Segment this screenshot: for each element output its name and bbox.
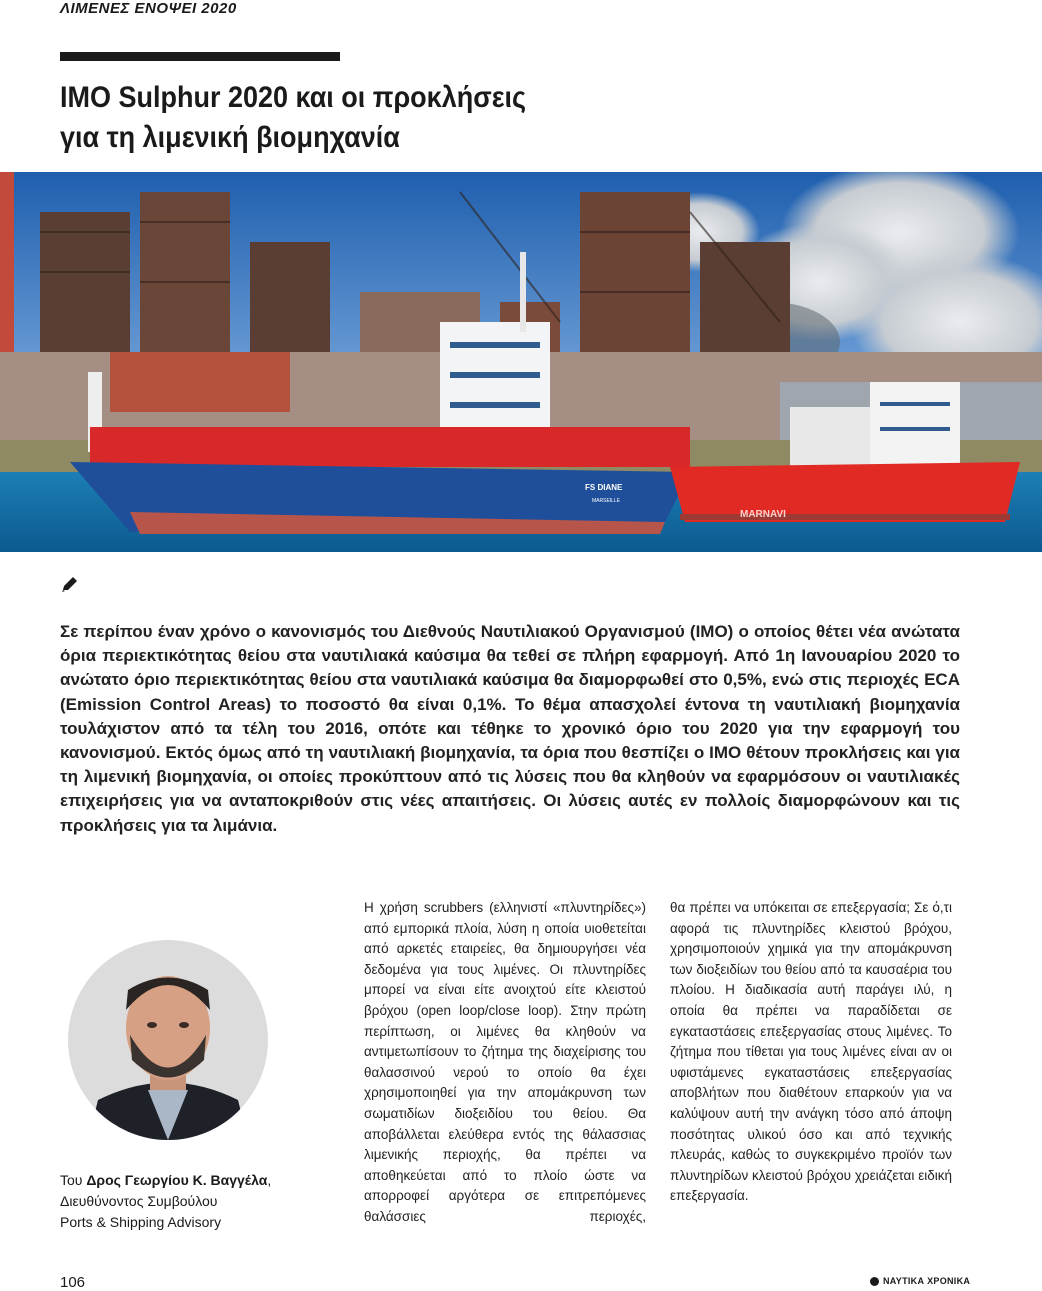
title-rule: [60, 52, 340, 61]
author-name: Δρος Γεωργίου Κ. Βαγγέλα: [86, 1172, 268, 1188]
page-number: 106: [60, 1274, 86, 1291]
ship-right-brand: MARNAVI: [740, 509, 786, 520]
ship-left-name: FS DIANE: [585, 483, 623, 492]
hero-photo-tankers: [0, 172, 1042, 552]
author-company: Ports & Shipping Advisory: [60, 1214, 222, 1230]
author-role: Διευθύνοντος Συμβούλου: [60, 1193, 218, 1209]
body-column-2: θα πρέπει να υπόκειται σε επεξεργασία; Σε ό,τι αφορά τις πλυντηρίδες κλειστού βρόχου, χρησιμοποιούν χημικά για την απομάκρυνση των διοξειδίων του θείου από τα καυσαέρια του πλοίου. Η διαδικασία αυτή παράγει ιλύ, η οποία θα πρέπει να παραδίδεται σε εγκαταστάσεις επεξεργασίας στους λιμένες. Το ζήτημα που τίθεται για τους λιμένες είναι αν οι υφιστάμενες εγκαταστάσεις επεξεργασίας αποβλήτων που διαθέτουν επαρκούν για να καλύψουν αυτή την ανάγκη τόσο από άποψη ποσότητας υλικού όσο και από τεχνικής πλευράς, καθώς το συγκεκριμένο προϊόν των πλυντηρίδων κλειστού βρόχου χρειάζεται ειδική επεξεργασία.: [670, 900, 952, 1204]
brand-logo-icon: [870, 1277, 879, 1286]
body-column-1: Η χρήση scrubbers (ελληνιστί «πλυντηρίδες») από εμπορικά πλοία, λύση η οποία υιοθετείται από αρκετές εταιρείες, θα δημιουργήσει νέα δεδομένα για τους λιμένες. Οι πλυντηρίδες μπορεί να είναι είτε ανοιχτού είτε κλειστού βρόχου (open loop/close loop). Στην πρώτη περίπτωση, οι λιμένες θα κληθούν να αντιμετωπίσουν το ζήτημα της διαχείρισης του θαλασσινού νερού το οποίο θα έχει χρησιμοποιηθεί για την απομάκρυνση των σωματιδίων διοξειδίου του θείου. Θα αποβάλλεται ελεύθερα εντός της θάλασσιας λιμενικής περιοχής, θα πρέπει να αποθηκεύεται από το πλοίο ώστε να απορροφεί αργότερα σε επιτρεπόμενες θαλάσσιες περιοχές,: [364, 900, 646, 1224]
section-label: ΛΙΜΕΝΕΣ ΕΝΟΨΕΙ 2020: [60, 0, 237, 17]
ship-left-port: MARSEILLE: [592, 498, 621, 504]
headline-line-2: για τη λιμενική βιομηχανία: [60, 121, 400, 154]
author-byline: [60, 1170, 271, 1233]
byline-prefix: Του: [60, 1172, 87, 1188]
headline-line-1: IMO Sulphur 2020 και οι προκλήσεις: [60, 81, 527, 114]
article-lede: Σε περίπου έναν χρόνο ο κανονισμός του Διεθνούς Ναυτιλιακού Οργανισμού (IMO) ο οποίος θέτει νέα ανώτατα όρια περιεκτικότητας θείου στα ναυτιλιακά καύσιμα θα τεθεί σε πλήρη εφαρμογή. Από 1η Ιανουαρίου 2020 το ανώτατο όριο περιεκτικότητας θείου στα ναυτιλιακά καύσιμα θα διαμορφωθεί στο 0,5%, ενώ στις περιοχές ECA (Emission Control Areas) το ποσοστό θα είναι 0,1%. Το θέμα απασχολεί έντονα τη ναυτιλιακή βιομηχανία τουλάχιστον από τα τέλη του 2016, οπότε και τέθηκε το χρονικό όριο του 2020 για την εφαρμογή του κανονισμού. Εκτός όμως από τη ναυτιλιακή βιομηχανία, τα όρια που θεσπίζει ο ΙΜΟ θέτουν προκλήσεις και για τη λιμενική βιομηχανία, οι οποίες προκύπτουν από τις λύσεις που θα κληθούν να εφαρμόσουν οι ναυτιλιακές επιχειρήσεις για να ανταποκριθούν στις νέες απαιτήσεις. Οι λύσεις αυτές εν πολλοίς διαμορφώνουν και τις προκλήσεις για τα λιμάνια.: [60, 622, 960, 835]
article-headline: [60, 78, 690, 158]
pencil-icon: [60, 574, 80, 594]
footer-brand-text: ΝΑΥΤΙΚΑ ΧΡΟΝΙΚΑ: [883, 1276, 971, 1286]
author-portrait: [68, 940, 268, 1140]
footer-brand: [870, 1276, 970, 1286]
byline-suffix: ,: [267, 1172, 272, 1188]
